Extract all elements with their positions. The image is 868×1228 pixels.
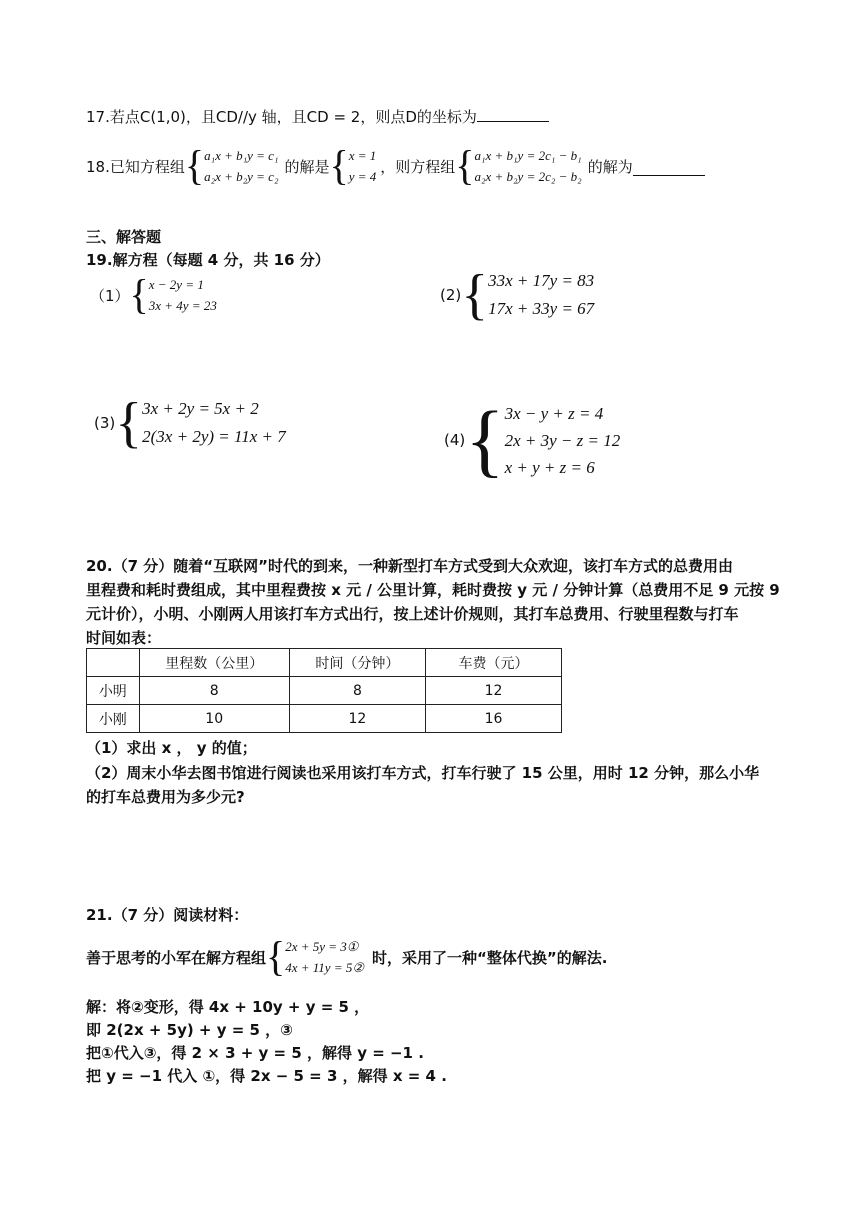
question-20-line: 时间如表： (86, 629, 162, 647)
left-brace-icon: { (465, 394, 505, 485)
question-18-mid2: ，则方程组 (380, 157, 456, 176)
problem-19-3 (94, 394, 286, 452)
question-20-sub2-line1: （2）周末小华去图书馆进行阅读也采用该打车方式，打车行驶了 15 公里，用时 12 分钟，那么小华 (86, 764, 760, 782)
answer-blank (477, 121, 549, 122)
equation: 17x + 33y = 67 (488, 299, 595, 318)
problem-19-4 (444, 394, 621, 485)
table-header (87, 649, 140, 677)
answer-blank (633, 175, 705, 176)
left-brace-icon: { (461, 264, 489, 326)
question-21-intro (86, 934, 607, 980)
table-cell: 10 (139, 705, 289, 733)
table-row (87, 705, 562, 733)
question-20-sub2-line2: 的打车总费用为多少元? (86, 788, 245, 806)
left-brace-icon: { (184, 141, 205, 190)
equation: x − 2y = 1 (148, 277, 204, 292)
section-title: 三、解答题 (86, 228, 162, 246)
table-cell: 小明 (87, 677, 140, 705)
table-cell: 8 (139, 677, 289, 705)
equation: 3x + 2y = 5x + 2 (142, 399, 259, 418)
problem-label: （1） (90, 286, 130, 305)
equation-system (266, 932, 364, 981)
table-header-row (87, 649, 562, 677)
left-brace-icon: { (129, 270, 149, 319)
question-19-title: 19.解方程（每题 4 分，共 16 分） (86, 251, 330, 269)
question-17-text: 17.若点C(1,0)，且CD//y 轴，且CD = 2，则点D的坐标为 (86, 108, 477, 126)
question-18-suffix: 的解为 (587, 157, 633, 176)
table-header: 里程数（公里） (139, 649, 289, 677)
equation: 3x + 4y = 23 (148, 298, 217, 313)
question-20-line: 元计价），小明、小刚两人用该打车方式出行，按上述计价规则，其打车总费用、行驶里程数与打车 (86, 605, 739, 623)
equation: 4x + 11y = 5② (285, 960, 364, 975)
equation: 33x + 17y = 83 (488, 271, 595, 290)
question-21-title: 21.（7 分）阅读材料： (86, 906, 249, 924)
solution-line: 解：将②变形，得 4x + 10y + y = 5 ， (86, 998, 370, 1016)
table-cell: 8 (289, 677, 425, 705)
equation-system (129, 270, 217, 319)
question-21-solution (86, 996, 447, 1088)
equation-system-2 (455, 141, 582, 190)
equation-system (465, 394, 621, 485)
question-18-mid: 的解是 (284, 157, 330, 176)
question-18 (86, 142, 705, 190)
left-brace-icon: { (329, 141, 349, 190)
question-20-line: 20.（7 分）随着“互联网”时代的到来，一种新型打车方式受到大众欢迎，该打车方式的总费用由 (86, 557, 733, 575)
table-cell: 16 (426, 705, 562, 733)
problem-19-2 (440, 266, 594, 324)
equation-system (461, 264, 595, 326)
equation: a₁x + b₁y = 2c₁ − b₁ (474, 148, 582, 163)
problem-19-1 (90, 272, 217, 318)
problem-label: (3) (94, 414, 116, 432)
equation: x = 1 (348, 148, 377, 163)
fare-table (86, 648, 562, 733)
left-brace-icon: { (115, 392, 143, 454)
problem-label: (4) (444, 431, 466, 449)
question-18-prefix: 18.已知方程组 (86, 157, 185, 176)
solution-line: 把 y = −1 代入 ①，得 2x − 5 = 3 ，解得 x = 4 . (86, 1067, 447, 1085)
table-header: 车费（元） (426, 649, 562, 677)
equation: x + y + z = 6 (504, 457, 595, 477)
solution-system (329, 141, 377, 190)
table-cell: 12 (426, 677, 562, 705)
equation: 2(3x + 2y) = 11x + 7 (142, 427, 286, 446)
question-20-line: 里程费和耗时费组成，其中里程费按 x 元 / 公里计算，耗时费按 y 元 / 分钟计算（总费用不足 9 元按 9 (86, 581, 780, 599)
table-cell: 小刚 (87, 705, 140, 733)
equation-system-1 (184, 141, 279, 190)
equation-system (115, 392, 286, 454)
solution-line: 把①代入③，得 2 × 3 + y = 5 ，解得 y = −1 . (86, 1044, 424, 1062)
question-17 (86, 106, 549, 127)
question-21-intro-pre: 善于思考的小军在解方程组 (86, 948, 267, 967)
equation: 2x + 3y − z = 12 (504, 430, 621, 450)
equation: a₁x + b₁y = c₁ (204, 148, 279, 163)
table-header: 时间（分钟） (289, 649, 425, 677)
equation: a₂x + b₂y = c₂ (204, 169, 279, 184)
equation: 2x + 5y = 3① (285, 939, 359, 954)
question-21-intro-post: 时，采用了一种“整体代换”的解法. (372, 948, 608, 967)
equation: a₂x + b₂y = 2c₂ − b₂ (474, 169, 582, 184)
table-cell: 12 (289, 705, 425, 733)
equation: y = 4 (348, 169, 377, 184)
left-brace-icon: { (455, 141, 475, 190)
question-20-text (86, 554, 780, 650)
equation: 3x − y + z = 4 (504, 403, 604, 423)
left-brace-icon: { (266, 932, 286, 981)
question-20-sub1: （1）求出 x ， y 的值； (86, 739, 257, 757)
problem-label: (2) (440, 286, 462, 304)
table-row (87, 677, 562, 705)
solution-line: 即 2(2x + 5y) + y = 5 ，③ (86, 1021, 293, 1039)
